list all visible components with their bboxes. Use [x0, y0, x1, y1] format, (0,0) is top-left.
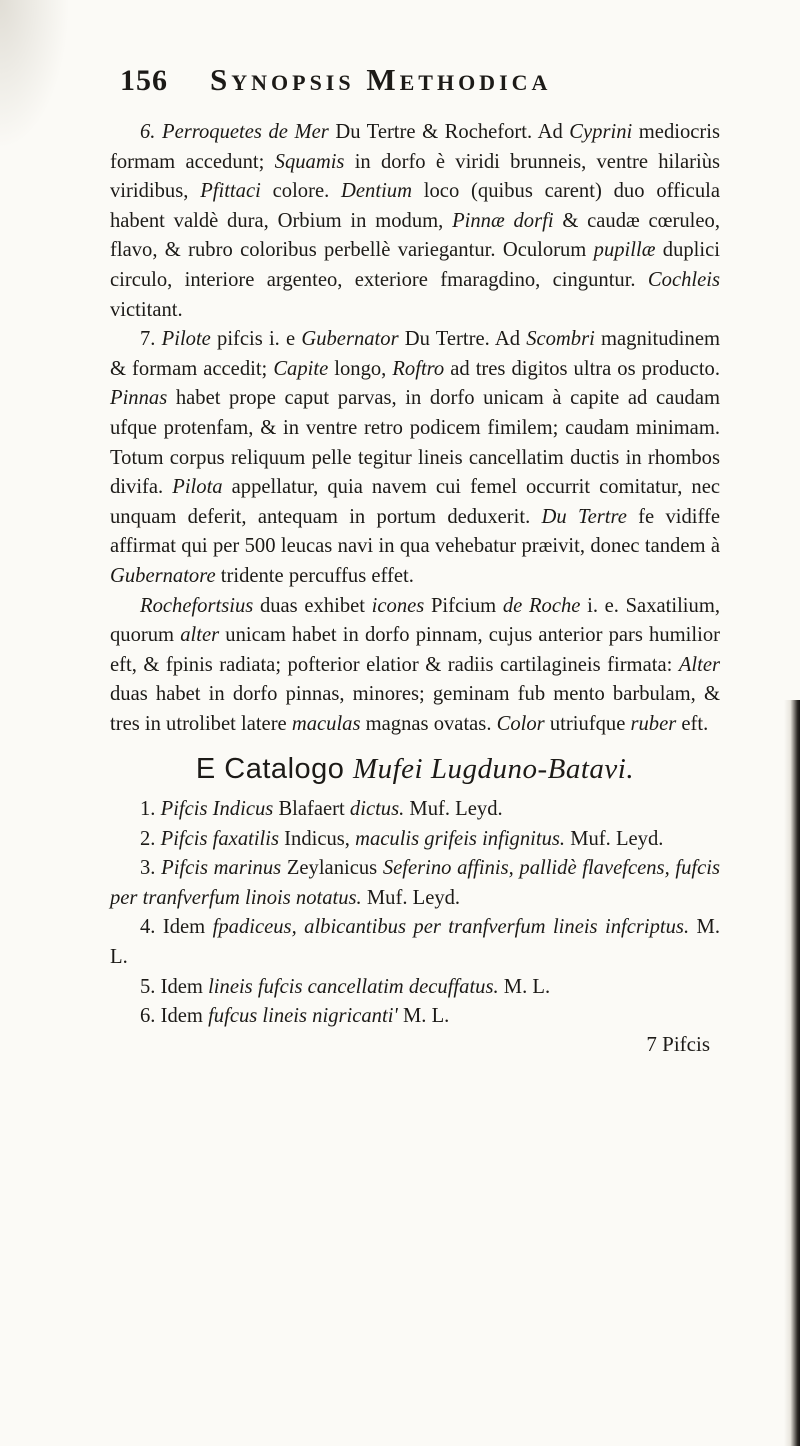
- catalog-item: 3. Pifcis marinus Zeylanicus Seferino affinis, pallidè flavefcens, fufcis per tranfverfum linois notatus. Muf. Leyd.: [110, 857, 720, 909]
- entry-lead: Perroquetes de Mer: [162, 121, 329, 143]
- catalog-item: 1. Pifcis Indicus Blafaert dictus. Muf. Leyd.: [140, 798, 503, 821]
- entry-number: 7.: [140, 328, 156, 351]
- body-text: [110, 118, 720, 1059]
- catalog-item: 4. Idem fpadiceus, albicantibus per tranfverfum lineis infcriptus. M. L.: [110, 916, 721, 969]
- scan-shadow-edge: [784, 700, 800, 1446]
- entry-lead: Pilote: [161, 328, 211, 351]
- catalog-item: 5. Idem lineis fufcis cancellatim decuffatus. M. L.: [140, 975, 551, 998]
- entry-rochefort: Rochefortsius duas exhibet icones Pifcium de Roche i. e. Saxatilium, quorum alter unicam habet in dorfo pinnam, cujus anterior pars humilior eft, & fpinis radiata; pofterior elatior & radiis cartilagineis firmata: Alter duas habet in dorfo pinnas, minores; geminam fub mento barbulam, & tres in utrolibet latere maculas magnas ovatas. Color utriufque ruber eft.: [110, 594, 720, 735]
- entry-pilote: 7. Pilote pifcis i. e Gubernator Du Tertre. Ad Scombri magnitudinem & formam accedit; Capite longo, Roftro ad tres digitos ultra os producto. Pinnas habet prope caput parvas, in dorfo unicam à capite ad caudam ufque protenfam, & in ventre retro podicem fimilem; caudam minimam. Totum corpus reliquum pelle tegitur lineis cancellatim ductis in rhombos divifa. Pilota appellatur, quia navem cui femel occurrit comitatur, nec unquam deferit, antequam in portum deduxerit. Du Tertre fe vidiffe affirmat qui per 500 leucas navi in qua vehebatur præivit, donec tandem à Gubernatore tridente percuffus effet.: [110, 328, 720, 587]
- entry-number: 6.: [140, 121, 156, 143]
- entry-perroquetes: 6. Perroquetes de Mer Du Tertre & Rochefort. Ad Cyprini mediocris formam accedunt; Squamis in dorfo è viridi brunneis, ventre hilariùs viridibus, Pfittaci colore. Dentium loco (quibus carent) duo officula habent valdè dura, Orbium in modum, Pinnæ dorfi & caudæ cœruleo, flavo, & rubro coloribus perbellè variegantur. Oculorum pupillæ duplici circulo, interiore argenteo, exteriore fmaragdino, cinguntur. Cochleis victitant.: [110, 121, 721, 321]
- catchword: 7 Pifcis: [646, 1031, 710, 1056]
- catalog-item: 6. Idem fufcus lineis nigricanti' M. L.: [140, 1005, 450, 1028]
- entry-lead: Rochefortsius: [140, 594, 254, 617]
- running-title: Synopsis Methodica: [210, 62, 552, 97]
- page-header: [120, 62, 720, 98]
- scan-shadow-top: [0, 0, 70, 150]
- catalog-item: 2. Pifcis faxatilis Indicus, maculis grifeis infignitus. Muf. Leyd.: [140, 827, 664, 850]
- section-heading: E Catalogo Mufei Lugduno-Batavi.: [195, 753, 635, 786]
- page-number: 156: [120, 64, 168, 97]
